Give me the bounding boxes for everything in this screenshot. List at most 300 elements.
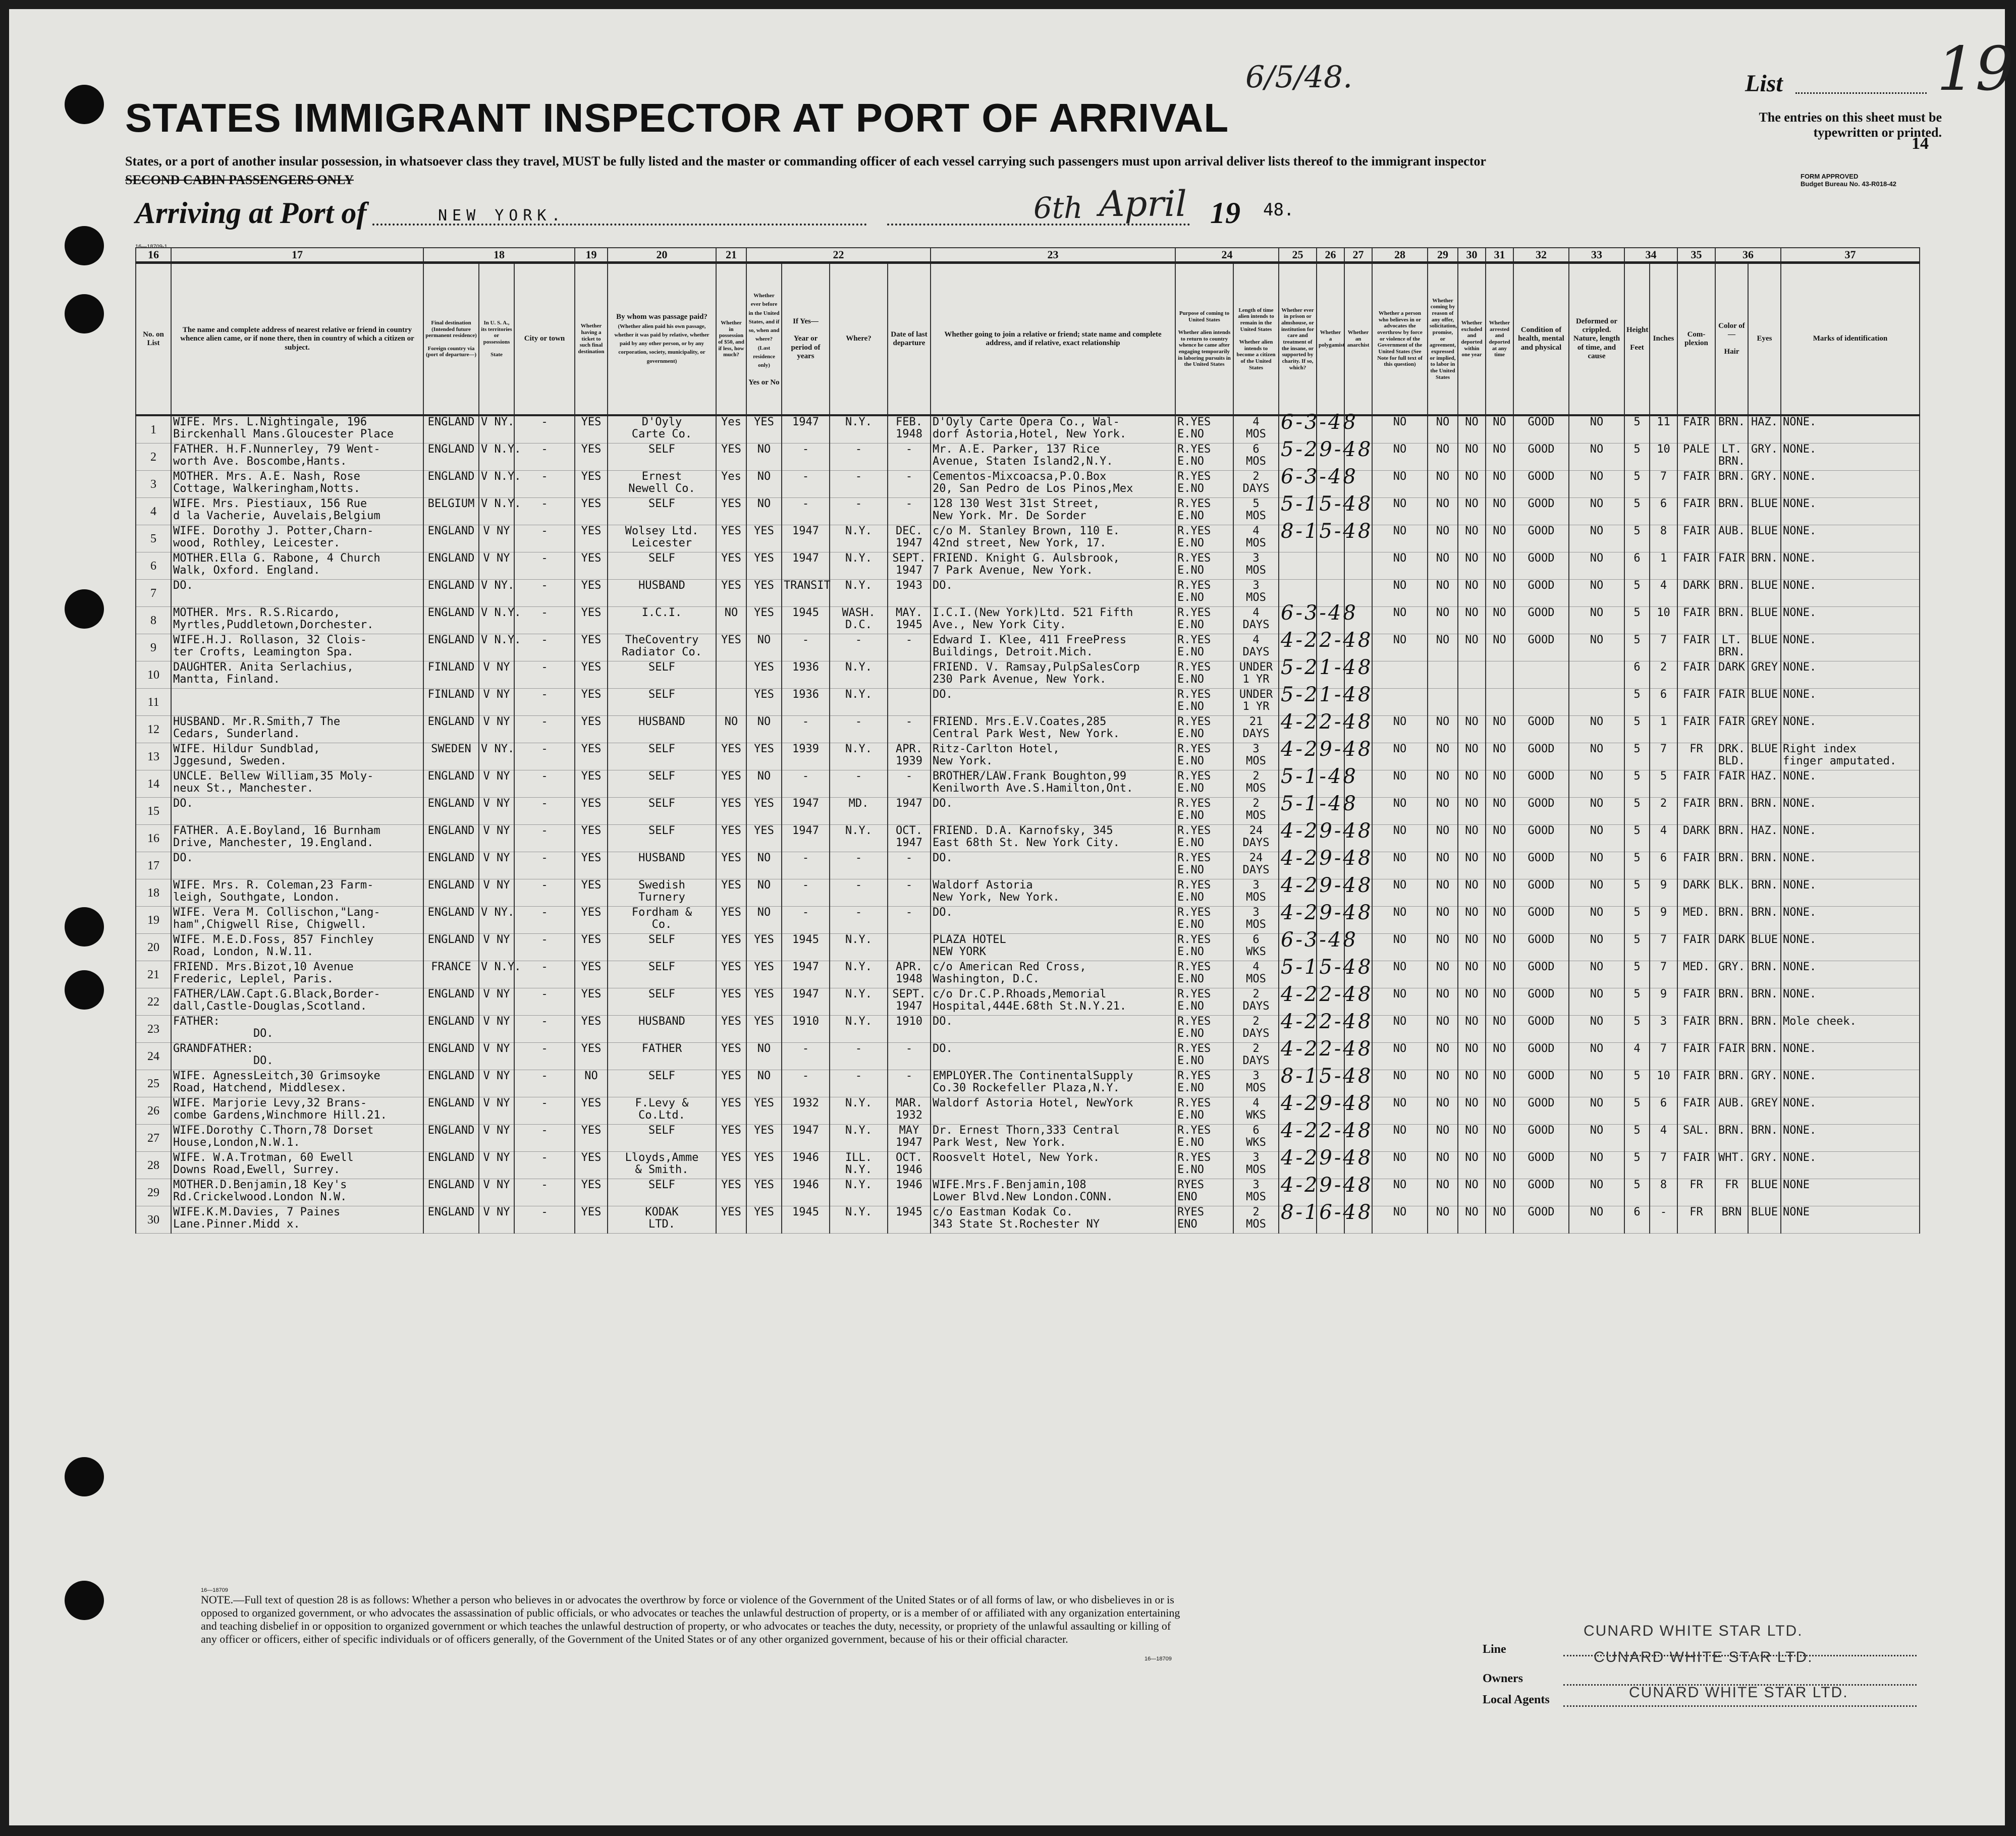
cell-eyes: BRN. — [1748, 1043, 1781, 1070]
cell-purpose: R.YES E.NO — [1175, 415, 1233, 443]
cell-length: 2 MOS — [1233, 798, 1279, 825]
cell-state: V NY — [479, 825, 514, 852]
cell-deformed: NO — [1569, 471, 1624, 498]
cell-departure: FEB. 1948 — [888, 415, 931, 443]
cell-before-us: YES — [746, 661, 782, 689]
cell-length: 6 WKS — [1233, 1125, 1279, 1152]
cell-no: 13 — [136, 743, 171, 770]
cell-joining: c/o Dr.C.P.Rhoads,Memorial Hospital,444E.68th St.N.Y.21. — [931, 988, 1175, 1016]
cell-departure: - — [888, 907, 931, 934]
cell-q25: 4-29-48 — [1279, 852, 1317, 879]
cell-years: TRANSIT — [782, 580, 830, 607]
cell-joining: EMPLOYER.The ContinentalSupply Co.30 Rockefeller Plaza,N.Y. — [931, 1070, 1175, 1097]
cell-feet: 5 — [1624, 525, 1650, 552]
cell-q25: 8-15-48 — [1279, 525, 1317, 552]
cell-complexion: DARK — [1677, 580, 1715, 607]
cell-q30: NO — [1458, 852, 1486, 879]
header-departure: Date of last departure — [888, 263, 931, 416]
cell-where: N.Y. — [830, 1016, 888, 1043]
cell-condition: GOOD — [1513, 1016, 1569, 1043]
cell-purpose: R.YES E.NO — [1175, 743, 1233, 770]
cell-q25: 4-22-48 — [1279, 988, 1317, 1016]
cell-city: - — [514, 852, 575, 879]
cell-q29: NO — [1428, 415, 1458, 443]
cell-no: 9 — [136, 634, 171, 661]
cell-feet: 5 — [1624, 580, 1650, 607]
cell-ticket: YES — [575, 1016, 608, 1043]
column-number: 19 — [575, 248, 608, 263]
cell-length: 2 DAYS — [1233, 1016, 1279, 1043]
cell-city: - — [514, 607, 575, 634]
cell-complexion: DARK — [1677, 879, 1715, 907]
cell-fifty: NO — [716, 607, 746, 634]
cell-eyes: BLUE — [1748, 743, 1781, 770]
cell-eyes: GREY — [1748, 716, 1781, 743]
cell-relative: UNCLE. Bellew William,35 Moly- neux St., Manchester. — [171, 770, 423, 798]
header-ticket: Whether having a ticket to such final destination — [575, 263, 608, 416]
cell-foreign-country: ENGLAND — [423, 607, 479, 634]
cell-complexion: FAIR — [1677, 988, 1715, 1016]
header-purpose: Purpose of coming to United States Whether alien intends to return to country whence he came after engaging temporarily in laboring pursuits in the United States — [1175, 263, 1233, 416]
cell-eyes: BLUE — [1748, 525, 1781, 552]
cell-relative: FATHER. A.E.Boyland, 16 Burnham Drive, Manchester, 19.England. — [171, 825, 423, 852]
cell-q30: NO — [1458, 415, 1486, 443]
cell-purpose: R.YES E.NO — [1175, 443, 1233, 471]
cell-q31 — [1486, 689, 1513, 716]
cell-hair: BRN. — [1715, 1125, 1748, 1152]
table-row — [136, 525, 1920, 552]
binder-hole — [65, 907, 104, 947]
cell-feet: 6 — [1624, 661, 1650, 689]
arrival-month: April — [1099, 183, 1187, 225]
manifest-body — [136, 411, 1920, 1234]
cell-feet: 5 — [1624, 825, 1650, 852]
cell-complexion: FAIR — [1677, 607, 1715, 634]
cell-no: 8 — [136, 607, 171, 634]
cell-q29: NO — [1428, 770, 1458, 798]
cell-foreign-country: ENGLAND — [423, 1016, 479, 1043]
cell-departure: - — [888, 879, 931, 907]
cell-city: - — [514, 770, 575, 798]
cell-condition: GOOD — [1513, 580, 1569, 607]
cell-fifty: Yes — [716, 415, 746, 443]
header-q29: Whether coming by reason of any offer, solicitation, promise, or agreement, expressed or implied, to labor in the United States — [1428, 263, 1458, 416]
cell-city: - — [514, 552, 575, 580]
cell-q28: NO — [1372, 988, 1428, 1016]
header-condition: Condition of health, mental and physical — [1513, 263, 1569, 416]
cell-inches: 6 — [1650, 1097, 1677, 1125]
cell-passage-paid: Lloyds,Amme & Smith. — [608, 1152, 716, 1179]
cell-foreign-country: ENGLAND — [423, 770, 479, 798]
cell-passage-paid: SELF — [608, 934, 716, 961]
cell-inches: 9 — [1650, 907, 1677, 934]
table-row — [136, 1043, 1920, 1070]
cell-relative: GRANDFATHER: DO. — [171, 1043, 423, 1070]
header-inches: Inches — [1650, 263, 1677, 416]
cell-relative — [171, 689, 423, 716]
cell-q28: NO — [1372, 552, 1428, 580]
cell-q31: NO — [1486, 1070, 1513, 1097]
cell-q28: NO — [1372, 1043, 1428, 1070]
cell-where: - — [830, 443, 888, 471]
cell-no: 1 — [136, 415, 171, 443]
cell-foreign-country: ENGLAND — [423, 1043, 479, 1070]
cell-condition: GOOD — [1513, 825, 1569, 852]
cell-complexion: FAIR — [1677, 1152, 1715, 1179]
cell-condition: GOOD — [1513, 907, 1569, 934]
cell-deformed: NO — [1569, 1206, 1624, 1234]
cell-where: N.Y. — [830, 1097, 888, 1125]
cell-passage-paid: SELF — [608, 1125, 716, 1152]
list-label: List — [1745, 70, 1783, 97]
cell-q31: NO — [1486, 552, 1513, 580]
cell-relative: MOTHER.Ella G. Rabone, 4 Church Walk, Oxford. England. — [171, 552, 423, 580]
cell-fifty: YES — [716, 934, 746, 961]
cell-hair: LT. BRN. — [1715, 634, 1748, 661]
cell-feet: 5 — [1624, 634, 1650, 661]
cell-eyes: GREY — [1748, 661, 1781, 689]
cell-q28: NO — [1372, 1125, 1428, 1152]
cell-relative: DO. — [171, 798, 423, 825]
cell-hair: WHT. — [1715, 1152, 1748, 1179]
cell-q29: NO — [1428, 498, 1458, 525]
cell-passage-paid: SELF — [608, 988, 716, 1016]
cell-deformed: NO — [1569, 634, 1624, 661]
cell-departure: APR. 1948 — [888, 961, 931, 988]
cell-before-us: YES — [746, 607, 782, 634]
cell-q25: 4-22-48 — [1279, 716, 1317, 743]
cell-q28: NO — [1372, 443, 1428, 471]
cell-passage-paid: F.Levy & Co.Ltd. — [608, 1097, 716, 1125]
cell-marks: NONE. — [1781, 907, 1920, 934]
cell-purpose: RYES ENO — [1175, 1179, 1233, 1206]
cell-city: - — [514, 443, 575, 471]
cell-deformed: NO — [1569, 607, 1624, 634]
cell-state: V NY — [479, 1179, 514, 1206]
cell-relative: FATHER. H.F.Nunnerley, 79 Went- worth Ave. Boscombe,Hants. — [171, 443, 423, 471]
cell-q30: NO — [1458, 1043, 1486, 1070]
cell-deformed: NO — [1569, 825, 1624, 852]
cell-marks: NONE. — [1781, 1152, 1920, 1179]
cell-where: N.Y. — [830, 743, 888, 770]
cell-condition: GOOD — [1513, 716, 1569, 743]
cell-q25: 4-22-48 — [1279, 1016, 1317, 1043]
cell-joining: DO. — [931, 1043, 1175, 1070]
cell-eyes: BRN. — [1748, 552, 1781, 580]
cell-length: 4 MOS — [1233, 415, 1279, 443]
cell-foreign-country: ENGLAND — [423, 1179, 479, 1206]
cell-q29: NO — [1428, 988, 1458, 1016]
cell-purpose: R.YES E.NO — [1175, 852, 1233, 879]
cell-complexion: FAIR — [1677, 1016, 1715, 1043]
cell-condition: GOOD — [1513, 961, 1569, 988]
header-years: If Yes— Year or period of years — [782, 263, 830, 416]
cell-relative: WIFE. AgnessLeitch,30 Grimsoyke Road, Hatchend, Middlesex. — [171, 1070, 423, 1097]
cell-q31: NO — [1486, 825, 1513, 852]
cell-length: UNDER 1 YR — [1233, 689, 1279, 716]
cell-passage-paid: HUSBAND — [608, 1016, 716, 1043]
cell-q28: NO — [1372, 716, 1428, 743]
cell-city: - — [514, 634, 575, 661]
column-number: 17 — [171, 248, 423, 263]
cell-passage-paid: Swedish Turnery — [608, 879, 716, 907]
cell-before-us: NO — [746, 471, 782, 498]
cell-marks: NONE. — [1781, 471, 1920, 498]
cell-feet: 5 — [1624, 471, 1650, 498]
cell-ticket: YES — [575, 907, 608, 934]
cell-eyes: BLUE — [1748, 580, 1781, 607]
cell-deformed: NO — [1569, 525, 1624, 552]
cell-years: 1946 — [782, 1152, 830, 1179]
cell-city: - — [514, 580, 575, 607]
cell-marks: NONE. — [1781, 798, 1920, 825]
cell-length: 3 MOS — [1233, 580, 1279, 607]
cell-state: V NY — [479, 770, 514, 798]
cell-joining: DO. — [931, 852, 1175, 879]
cell-purpose: R.YES E.NO — [1175, 798, 1233, 825]
cell-q30: NO — [1458, 1016, 1486, 1043]
cell-where: N.Y. — [830, 961, 888, 988]
header-foreign-country: Final destination (Intended future permanent residence) Foreign country via (port of departure—) — [423, 263, 479, 416]
cell-where: MD. — [830, 798, 888, 825]
cell-before-us: YES — [746, 825, 782, 852]
cell-q28 — [1372, 661, 1428, 689]
cell-q25: 5-1-48 — [1279, 798, 1317, 825]
cell-years: - — [782, 716, 830, 743]
cell-q30: NO — [1458, 1206, 1486, 1234]
cell-joining: c/o American Red Cross, Washington, D.C. — [931, 961, 1175, 988]
cell-fifty: YES — [716, 852, 746, 879]
cell-q25: 8-16-48 — [1279, 1206, 1317, 1234]
list-fill-line — [1795, 92, 1927, 94]
cell-q29: NO — [1428, 552, 1458, 580]
cell-q31: NO — [1486, 1179, 1513, 1206]
cell-length: 24 DAYS — [1233, 852, 1279, 879]
cell-relative: WIFE. Dorothy J. Potter,Charn- wood, Rothley, Leicester. — [171, 525, 423, 552]
cell-q30 — [1458, 689, 1486, 716]
cell-q29: NO — [1428, 743, 1458, 770]
cell-q25: 6-3-48 — [1279, 471, 1317, 498]
cell-condition: GOOD — [1513, 879, 1569, 907]
cell-inches: 1 — [1650, 716, 1677, 743]
cell-complexion: FR — [1677, 1179, 1715, 1206]
cell-foreign-country: FRANCE — [423, 961, 479, 988]
cell-inches: 11 — [1650, 415, 1677, 443]
cell-joining: BROTHER/LAW.Frank Boughton,99 Kenilworth Ave.S.Hamilton,Ont. — [931, 770, 1175, 798]
cell-q31: NO — [1486, 852, 1513, 879]
cell-no: 6 — [136, 552, 171, 580]
cell-departure: - — [888, 1070, 931, 1097]
cell-feet: 5 — [1624, 443, 1650, 471]
cell-purpose: R.YES E.NO — [1175, 580, 1233, 607]
cell-q25: 5-29-48 — [1279, 443, 1317, 471]
cell-q29: NO — [1428, 1070, 1458, 1097]
cell-ticket: YES — [575, 415, 608, 443]
cell-ticket: YES — [575, 743, 608, 770]
cell-before-us: YES — [746, 743, 782, 770]
cell-q25: 4-29-48 — [1279, 743, 1317, 770]
cell-ticket: YES — [575, 770, 608, 798]
cell-feet: 5 — [1624, 1152, 1650, 1179]
cell-purpose: R.YES E.NO — [1175, 879, 1233, 907]
form-code: 16—18709 — [201, 1587, 228, 1593]
cell-feet: 6 — [1624, 1206, 1650, 1234]
cell-length: 2 DAYS — [1233, 471, 1279, 498]
cell-marks: NONE. — [1781, 934, 1920, 961]
cell-foreign-country: ENGLAND — [423, 471, 479, 498]
cell-joining: FRIEND. Mrs.E.V.Coates,285 Central Park West, New York. — [931, 716, 1175, 743]
cell-where: - — [830, 716, 888, 743]
cell-state: V N.Y. — [479, 443, 514, 471]
column-number: 29 — [1428, 248, 1458, 263]
cell-ticket: YES — [575, 825, 608, 852]
table-row — [136, 689, 1920, 716]
cell-joining: Cementos-Mixcoacsa,P.O.Box 20, San Pedro de Los Pinos,Mex — [931, 471, 1175, 498]
cell-length: 3 MOS — [1233, 1070, 1279, 1097]
cell-deformed: NO — [1569, 743, 1624, 770]
cell-eyes: BRN. — [1748, 961, 1781, 988]
cell-foreign-country: ENGLAND — [423, 443, 479, 471]
arriving-label: Arriving at Port of — [135, 196, 367, 230]
cell-q30 — [1458, 661, 1486, 689]
cell-where: N.Y. — [830, 689, 888, 716]
cell-inches: 7 — [1650, 1152, 1677, 1179]
cell-deformed: NO — [1569, 1152, 1624, 1179]
cell-fifty: YES — [716, 634, 746, 661]
cell-inches: 4 — [1650, 1125, 1677, 1152]
cell-q28: NO — [1372, 525, 1428, 552]
cell-marks: NONE. — [1781, 716, 1920, 743]
cell-feet: 4 — [1624, 1043, 1650, 1070]
cell-q28: NO — [1372, 934, 1428, 961]
cell-where: N.Y. — [830, 415, 888, 443]
cell-ticket: YES — [575, 525, 608, 552]
cell-marks: NONE — [1781, 1206, 1920, 1234]
cell-city: - — [514, 825, 575, 852]
cell-q28: NO — [1372, 1179, 1428, 1206]
cell-feet: 5 — [1624, 907, 1650, 934]
cell-fifty: YES — [716, 443, 746, 471]
cell-length: 6 MOS — [1233, 443, 1279, 471]
cell-q31: NO — [1486, 879, 1513, 907]
cell-relative: WIFE. Mrs. L.Nightingale, 196 Birckenhall Mans.Gloucester Place — [171, 415, 423, 443]
cell-where: - — [830, 498, 888, 525]
column-number: 34 — [1624, 248, 1677, 263]
cell-passage-paid: I.C.I. — [608, 607, 716, 634]
cell-fifty: YES — [716, 770, 746, 798]
cell-eyes: HAZ. — [1748, 825, 1781, 852]
cell-length: 5 MOS — [1233, 498, 1279, 525]
cell-marks: NONE. — [1781, 852, 1920, 879]
cell-ticket: YES — [575, 716, 608, 743]
cell-state: V NY — [479, 879, 514, 907]
table-row — [136, 634, 1920, 661]
cell-eyes: BLUE — [1748, 634, 1781, 661]
cell-ticket: YES — [575, 661, 608, 689]
cell-complexion: FAIR — [1677, 798, 1715, 825]
cell-joining: PLAZA HOTEL NEW YORK — [931, 934, 1175, 961]
cell-inches: 8 — [1650, 1179, 1677, 1206]
cell-years: 1945 — [782, 1206, 830, 1234]
cell-city: - — [514, 1125, 575, 1152]
binder-hole — [65, 1457, 104, 1496]
cell-passage-paid: SELF — [608, 552, 716, 580]
cell-complexion: FAIR — [1677, 770, 1715, 798]
header-state: In U. S. A., its territories or possessions State — [479, 263, 514, 416]
cell-deformed: NO — [1569, 1043, 1624, 1070]
cell-hair: BRN. — [1715, 852, 1748, 879]
cell-condition: GOOD — [1513, 798, 1569, 825]
cell-foreign-country: ENGLAND — [423, 580, 479, 607]
cell-q25: 4-22-48 — [1279, 1043, 1317, 1070]
cell-passage-paid: SELF — [608, 498, 716, 525]
cell-condition: GOOD — [1513, 1206, 1569, 1234]
cell-no: 14 — [136, 770, 171, 798]
cell-q29: NO — [1428, 825, 1458, 852]
cell-feet: 5 — [1624, 689, 1650, 716]
cell-passage-paid: TheCoventry Radiator Co. — [608, 634, 716, 661]
cell-passage-paid: SELF — [608, 689, 716, 716]
cell-departure: - — [888, 498, 931, 525]
cell-hair: AUB. — [1715, 525, 1748, 552]
table-row — [136, 1206, 1920, 1234]
cell-state: V NY — [479, 1097, 514, 1125]
cell-eyes: HAZ. — [1748, 770, 1781, 798]
cell-joining: WIFE.Mrs.F.Benjamin,108 Lower Blvd.New London.CONN. — [931, 1179, 1175, 1206]
cell-q31: NO — [1486, 634, 1513, 661]
cell-ticket: YES — [575, 1179, 608, 1206]
cell-relative: WIFE.H.J. Rollason, 32 Clois- ter Crofts, Leamington Spa. — [171, 634, 423, 661]
cell-no: 12 — [136, 716, 171, 743]
cell-q29: NO — [1428, 934, 1458, 961]
cell-joining: Mr. A.E. Parker, 137 Rice Avenue, Staten Island2,N.Y. — [931, 443, 1175, 471]
cell-city: - — [514, 1097, 575, 1125]
cell-before-us: NO — [746, 907, 782, 934]
cell-foreign-country: ENGLAND — [423, 552, 479, 580]
cell-feet: 5 — [1624, 988, 1650, 1016]
cell-no: 10 — [136, 661, 171, 689]
header-city: City or town — [514, 263, 575, 416]
cell-state: V NY — [479, 934, 514, 961]
cell-length: 4 DAYS — [1233, 607, 1279, 634]
cell-condition: GOOD — [1513, 743, 1569, 770]
cell-foreign-country: ENGLAND — [423, 1206, 479, 1234]
cell-hair: BRN. — [1715, 907, 1748, 934]
cell-foreign-country: ENGLAND — [423, 525, 479, 552]
cell-length: 2 DAYS — [1233, 988, 1279, 1016]
cell-inches: 6 — [1650, 498, 1677, 525]
cell-relative: WIFE. Mrs. Piestiaux, 156 Rue d la Vacherie, Auvelais,Belgium — [171, 498, 423, 525]
cell-passage-paid: SELF — [608, 661, 716, 689]
cell-state: V N.Y. — [479, 607, 514, 634]
cell-state: V N.Y. — [479, 961, 514, 988]
list-number: 19 — [1937, 34, 2014, 104]
cell-passage-paid: HUSBAND — [608, 716, 716, 743]
cell-feet: 5 — [1624, 607, 1650, 634]
cell-before-us: NO — [746, 1043, 782, 1070]
cell-q30: NO — [1458, 770, 1486, 798]
cell-years: - — [782, 443, 830, 471]
cell-q30: NO — [1458, 634, 1486, 661]
cell-passage-paid: D'Oyly Carte Co. — [608, 415, 716, 443]
cell-ticket: YES — [575, 798, 608, 825]
cell-where: - — [830, 1070, 888, 1097]
cell-marks: NONE. — [1781, 443, 1920, 471]
cell-relative: MOTHER. Mrs. R.S.Ricardo, Myrtles,Puddletown,Dorchester. — [171, 607, 423, 634]
cell-joining: FRIEND. Knight G. Aulsbrook, 7 Park Avenue, New York. — [931, 552, 1175, 580]
cell-passage-paid: Ernest Newell Co. — [608, 471, 716, 498]
cell-joining: Waldorf Astoria New York, New York. — [931, 879, 1175, 907]
